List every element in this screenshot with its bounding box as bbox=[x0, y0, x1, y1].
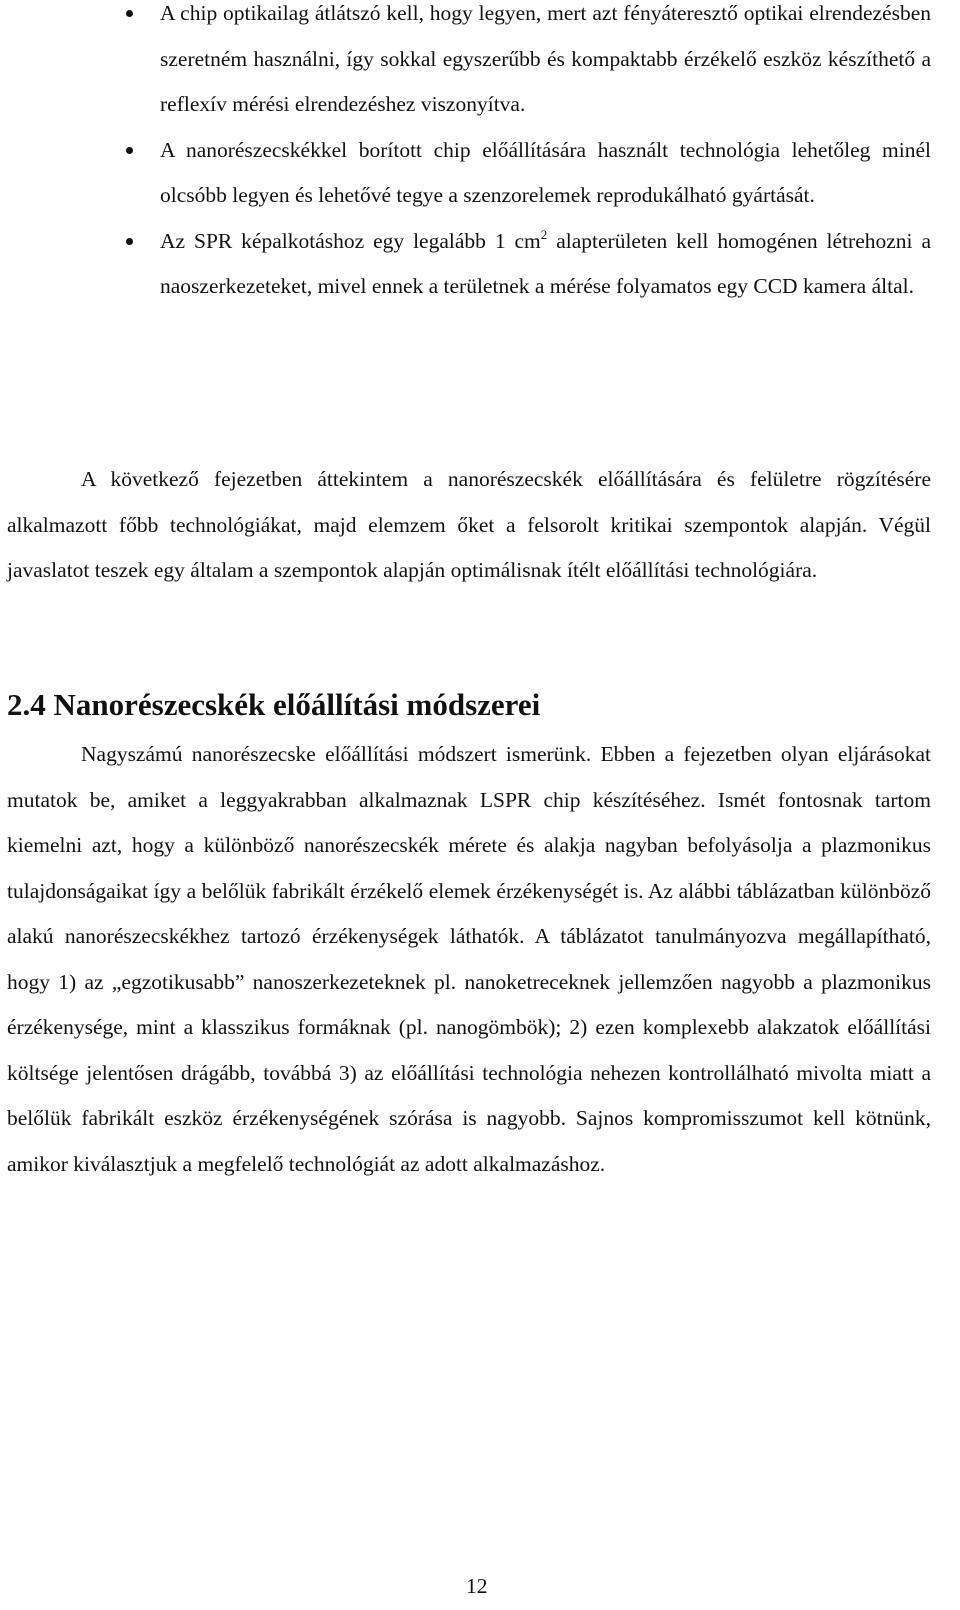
page-number: 12 bbox=[466, 1574, 488, 1598]
list-item bbox=[7, 219, 931, 310]
superscript: 2 bbox=[540, 226, 548, 242]
bullet-icon bbox=[126, 147, 133, 154]
section-heading: 2.4 Nanorészecskék előállítási módszerei bbox=[7, 687, 541, 722]
list-item-text: A nanorészecskékkel borított chip előállítására használt technológia lehetőleg minél olcsóbb legyen és lehetővé tegye a szenzorelemek reprodukálható gyártását. bbox=[160, 137, 931, 207]
document-page bbox=[7, 0, 931, 1176]
body-paragraph: Nagyszámú nanorészecske előállítási módszert ismerünk. Ebben a fejezetben olyan eljárásokat mutatok be, amiket a leggyakrabban alkalmaznak LSPR chip készítéséhez. Ismét fontosnak tartom kiemelni azt, hogy a különböző nanorészecskék mérete és alakja nagyban befolyásolja a plazmonikus tulajdonságaikat így a belőlük fabrikált érzékelő elemek érzékenységét is. Az alábbi táblázatban különböző alakú nanorészecskékhez tartozó érzékenységek láthatók. A táblázatot tanulmányozva megállapítható, hogy 1) az „egzotikusabb” nanoszerkezeteknek pl. nanoketreceknek jellemzően nagyobb a plazmonikus érzékenysége, mint a klasszikus formáknak (pl. nanogömbök); 2) ezen komplexebb alakzatok előállítási költsége jelentősen drágább, továbbá 3) az előállítási technológia nehezen kontrollálható mivolta miatt a belőlük fabrikált eszköz érzékenységének szórása is nagyobb. Sajnos kompromisszumot kell kötnünk, amikor kiválasztjuk a megfelelő technológiát az adott alkalmazáshoz. bbox=[7, 742, 931, 1176]
list-item-text: A chip optikailag átlátszó kell, hogy legyen, mert azt fényáteresztő optikai elrendezésben szeretném használni, így sokkal egyszerűbb és kompaktabb érzékelő eszköz készíthető a reflexív mérési elrendezéshez viszonyítva. bbox=[160, 1, 931, 116]
bullet-icon bbox=[126, 238, 133, 245]
bullet-icon bbox=[126, 10, 133, 17]
requirements-list bbox=[7, 0, 931, 310]
list-item bbox=[7, 0, 931, 128]
list-item bbox=[7, 128, 931, 219]
intro-paragraph: A következő fejezetben áttekintem a nanorészecskék előállítására és felületre rögzítésére alkalmazott főbb technológiákat, majd elemzem őket a felsorolt kritikai szempontok alapján. Végül javaslatot teszek egy általam a szempontok alapján optimálisnak ítélt előállítási technológiára. bbox=[7, 467, 931, 582]
list-item-text-after: alapterületen kell homogénen létrehozni a naoszerkezeteket, mivel ennek a területnek a mérése folyamatos egy CCD kamera által. bbox=[160, 228, 931, 298]
list-item-text-before: Az SPR képalkotáshoz egy legalább 1 cm bbox=[160, 228, 541, 253]
